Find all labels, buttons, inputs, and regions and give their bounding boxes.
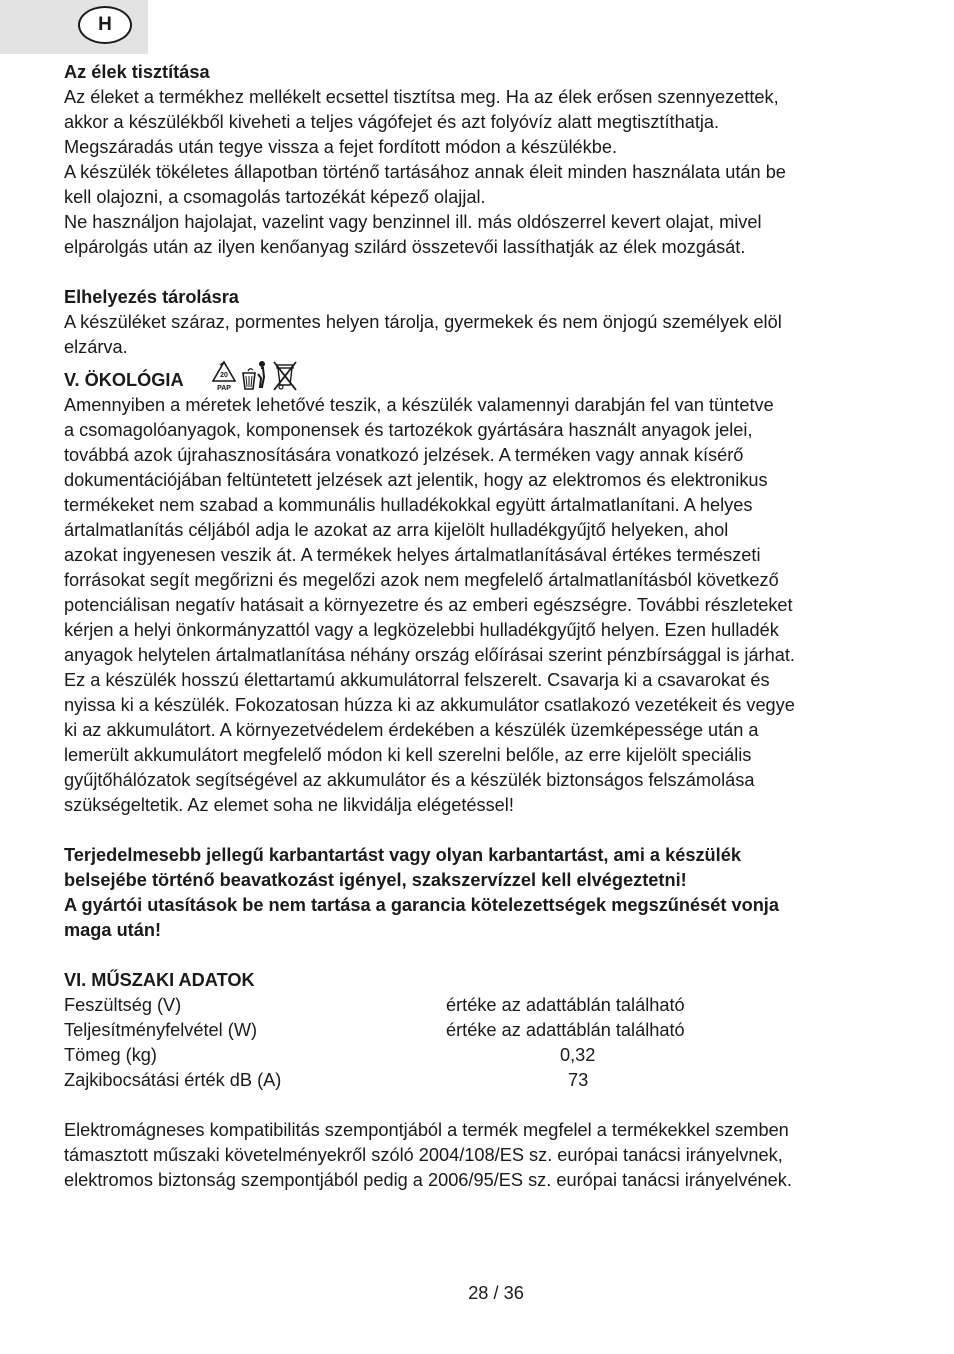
spec-value: 0,32 (560, 1045, 596, 1065)
text-line: termékeket nem szabad a kommunális hulladékokkal együtt ártalmatlanítani. A helyes (64, 495, 753, 515)
text-line: potenciálisan negatív hatásait a környezetre és az emberi egészségre. További részleteket (64, 595, 793, 615)
text-line: elektromos biztonság szempontjából pedig a 2006/95/ES sz. európai tanácsi irányelvének. (64, 1170, 792, 1190)
text-line: szükségeltetik. Az elemet soha ne likvidálja elégetéssel! (64, 795, 514, 815)
spec-row (64, 1043, 904, 1068)
ecology-text (64, 393, 904, 818)
page-number: 28 / 36 (468, 1283, 524, 1303)
text-line: ki az akkumulátort. A környezetvédelem érdekében a készülék üzemképessége után a (64, 720, 759, 740)
page-content (64, 60, 904, 1193)
text-line: akkor a készülékből kiveheti a teljes vágófejet és azt folyóvíz alatt megtisztíthatja. (64, 112, 720, 132)
spec-value: 73 (568, 1070, 589, 1090)
text-line: Terjedelmesebb jellegű karbantartást vagy olyan karbantartást, ami a készülék (64, 845, 741, 865)
text-line: Ne használjon hajolajat, vazelint vagy benzinnel ill. más oldószerrel kevert olajat, mivel (64, 212, 762, 232)
compatibility-text (64, 1118, 904, 1193)
spec-label: Feszültség (V) (64, 995, 182, 1015)
text-line: kérjen a helyi önkormányzattól vagy a legközelebbi hulladékgyűjtő helyen. Ezen hulladék (64, 620, 779, 640)
language-tab (0, 0, 148, 54)
text-line: belsejébe történő beavatkozást igényel, szakszervízzel kell elvégeztetni! (64, 870, 687, 890)
text-line: A készülék tökéletes állapotban történő tartásához annak éleit minden használata után be (64, 162, 786, 182)
text-line: ártalmatlanítás céljából adja le azokat az arra kijelölt hulladékgyűjtő helyeken, ahol (64, 520, 729, 540)
text-line: A gyártói utasítások be nem tartása a garancia kötelezettségek megszűnését vonja (64, 895, 779, 915)
text-line: továbbá azok újrahasznosítására vonatkozó jelzések. A terméken vagy annak kísérő (64, 445, 744, 465)
text-line: Amennyiben a méretek lehetővé teszik, a készülék valamennyi darabján fel van tüntetve (64, 395, 774, 415)
spec-value: értéke az adattáblán található (446, 995, 685, 1015)
crossed-out-wheelie-bin-icon (272, 359, 298, 393)
text-line: a csomagolóanyagok, komponensek és tartozékok gyártására használt anyagok jelei, (64, 420, 753, 440)
spec-row (64, 1018, 904, 1043)
section-title-specs: VI. MŰSZAKI ADATOK (64, 970, 255, 990)
section-title-ecology: V. ÖKOLÓGIA (64, 370, 184, 390)
text-line: gyűjtőhálózatok segítségével az akkumulátor és a készülék biztonságos felszámolása (64, 770, 755, 790)
text-line: kell olajozni, a csomagolás tartozékát képező olajjal. (64, 187, 486, 207)
text-line: nyissa ki a készülék. Fokozatosan húzza ki az akkumulátor csatlakozó vezetékeit és vegye (64, 695, 795, 715)
specs-table (64, 993, 904, 1093)
text-line: forrásokat segít megőrizni és megelőzi azok nem megfelelő ártalmatlanításból következő (64, 570, 779, 590)
text-line: Ez a készülék hosszú élettartamú akkumulátorral felszerelt. Csavarja ki a csavarokat és (64, 670, 770, 690)
section-title-edges: Az élek tisztítása (64, 62, 210, 82)
spec-label: Teljesítményfelvétel (W) (64, 1020, 258, 1040)
recycling-code: PAP (216, 385, 231, 392)
spec-row (64, 993, 904, 1018)
spec-label: Tömeg (kg) (64, 1045, 157, 1065)
edges-text (64, 85, 904, 260)
ecology-icons (210, 359, 298, 393)
spec-value: értéke az adattáblán található (446, 1020, 685, 1040)
text-line: A készüléket száraz, pormentes helyen tárolja, gyermekek és nem önjogú személyek elöl (64, 312, 782, 332)
text-line: elzárva. (64, 337, 128, 357)
text-line: maga után! (64, 920, 162, 940)
text-line: azokat ingyenesen veszik át. A termékek helyes ártalmatlanításával értékes természeti (64, 545, 761, 565)
text-line: dokumentációjában feltüntetett jelzések azt jelentik, hogy az elektromos és elektronikus (64, 470, 768, 490)
language-badge: H (78, 6, 132, 44)
maintenance-warning (64, 843, 904, 943)
text-line: anyagok helytelen ártalmatlanítása néhány ország előírásai szerint pénzbírsággal is járhat. (64, 645, 795, 665)
text-line: Megszáradás után tegye vissza a fejet fordított módon a készülékbe. (64, 137, 618, 157)
text-line: Az éleket a termékhez mellékelt ecsettel tisztítsa meg. Ha az élek erősen szennyezettek, (64, 87, 779, 107)
text-line: Elektromágneses kompatibilitás szempontjából a termék megfelel a termékekkel szemben (64, 1120, 789, 1140)
spec-row (64, 1068, 904, 1093)
recycling-number: 20 (219, 372, 228, 379)
text-line: elpárolgás után az ilyen kenőanyag szilárd összetevői lassíthatják az élek mozgását. (64, 237, 746, 257)
text-line: támasztott műszaki követelményekről szóló 2004/108/ES sz. európai tanácsi irányelvnek, (64, 1145, 783, 1165)
litter-bin-icon (240, 359, 270, 393)
section-title-storage: Elhelyezés tárolásra (64, 287, 239, 307)
recycling-pap-20-icon (210, 359, 238, 393)
spec-label: Zajkibocsátási érték dB (A) (64, 1070, 282, 1090)
text-line: lemerült akkumulátort megfelelő módon ki kell szerelni belőle, az erre kijelölt speciális (64, 745, 752, 765)
ecology-heading (64, 353, 904, 393)
